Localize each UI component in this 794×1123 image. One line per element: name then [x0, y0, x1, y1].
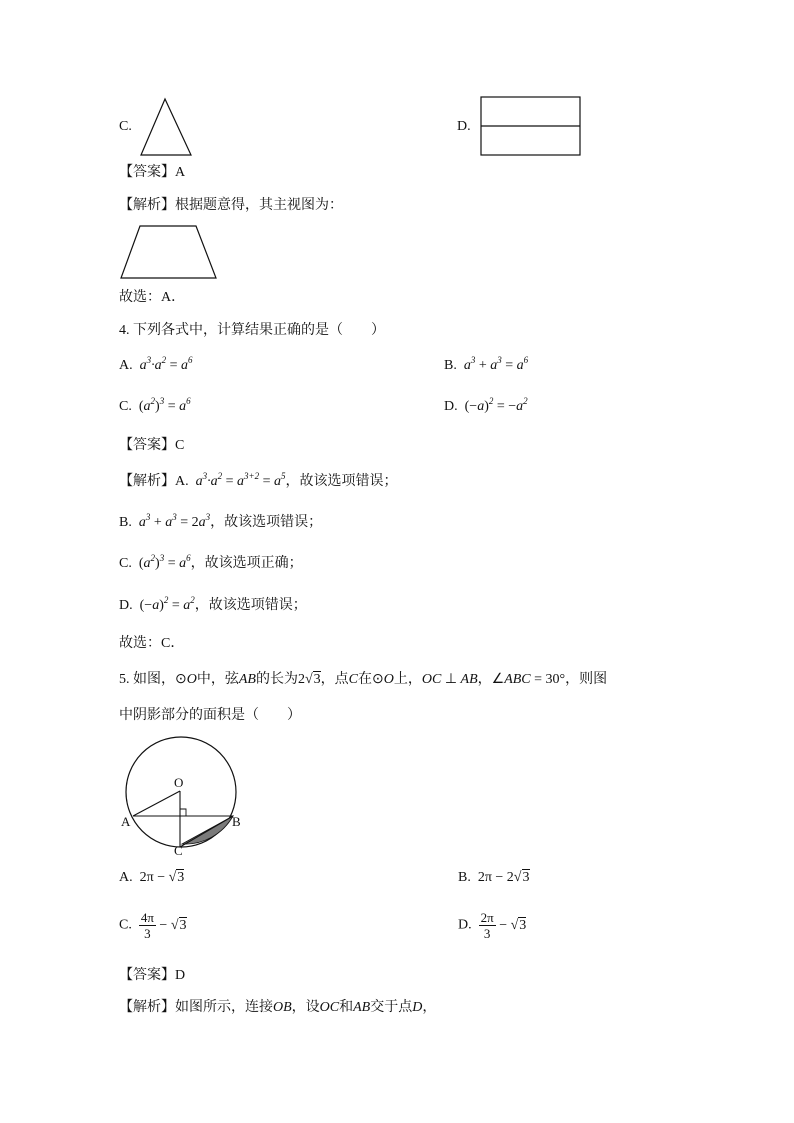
- figure-label-o: O: [174, 775, 184, 790]
- q5-stem-part: ，则图: [565, 672, 608, 687]
- q4-option-d-label: D.: [444, 399, 458, 414]
- q5-option-d: [458, 910, 526, 941]
- q5-stem-part: 在: [358, 672, 372, 687]
- q4-analysis-a-suffix: ，故该选项错误；: [285, 474, 398, 489]
- q4-option-c: [119, 398, 191, 416]
- q4-analysis-c-label: C.: [119, 556, 132, 571]
- q4-analysis-b-formula: $a^3 + a^3 = 2a^3$: [138, 512, 211, 530]
- q4-analysis-d-formula: $(-a)^2 = a^2$: [139, 595, 195, 613]
- q5-stem-part: ，: [477, 672, 492, 687]
- trapezoid-figure: [119, 224, 219, 280]
- q4-analysis-d-label: D.: [119, 598, 133, 613]
- triangle-figure: [139, 97, 195, 157]
- circle-chord-figure: [116, 734, 246, 859]
- q4-analysis-c-suffix: ，故该选项正确；: [190, 556, 303, 571]
- q4-analysis-c: [119, 555, 303, 573]
- circle-symbol: ⊙: [175, 672, 187, 687]
- q5-stem-part: 的长为: [255, 672, 298, 687]
- q3-option-d-label: D.: [457, 119, 471, 134]
- q5-analysis-part: 交于点: [370, 1000, 413, 1015]
- q3-conclusion: 故选：A．: [119, 290, 186, 305]
- q5-answer: 【答案】D: [119, 968, 186, 983]
- q4-analysis-a-formula: $a^3\cdot a^2 = a^{3+2} = a^5$: [195, 471, 286, 489]
- q5-option-c-label: C.: [119, 917, 132, 933]
- q5-option-c-formula: $\frac{4\pi}{3}$ − √3: [140, 910, 187, 941]
- q5-option-a-formula: 2π − √3: [139, 870, 185, 885]
- q4-option-a: [119, 357, 193, 375]
- q5-analysis-part: 【解析】如图所示，连接: [119, 1000, 273, 1015]
- q5-analysis-part: ，: [422, 1000, 437, 1015]
- q4-analysis-d-suffix: ，故该选项错误；: [194, 598, 307, 613]
- q4-option-d: [444, 398, 528, 416]
- q4-option-c-label: C.: [119, 399, 132, 414]
- q4-option-a-formula: $a^3\cdot a^2 = a^6$: [139, 355, 193, 373]
- q5-chord-length: 2√3: [297, 672, 321, 687]
- q4-analysis-prefix: 【解析】A.: [119, 474, 189, 489]
- q5-analysis-part: 和: [339, 1000, 354, 1015]
- q5-stem-line2: 中阴影部分的面积是（ ）: [119, 708, 301, 723]
- figure-label-c: C: [174, 843, 183, 858]
- q5-option-b-label: B.: [458, 870, 471, 885]
- q4-option-b-formula: $a^3 + a^3 = a^6$: [463, 355, 529, 373]
- q4-analysis-b-label: B.: [119, 515, 132, 530]
- q5-option-c: [119, 910, 187, 941]
- q5-option-a: [119, 869, 184, 887]
- q3-option-c-label: C.: [119, 119, 132, 134]
- q5-option-a-label: A.: [119, 870, 133, 885]
- q4-analysis-b: [119, 514, 322, 532]
- q4-analysis-d: [119, 597, 307, 615]
- q5-stem-part: 上，: [393, 672, 422, 687]
- q5-stem-line1: 5. 如图，⊙O中，弦AB的长为2√3，点C在⊙O上，OC ⊥ AB，∠ABC = 30°，则图: [119, 672, 608, 687]
- q5-stem-part: 中，弦: [196, 672, 239, 687]
- q5-analysis: 【解析】如图所示，连接OB，设OC和AB交于点D，: [119, 1000, 437, 1015]
- q5-stem-part: ，点: [320, 672, 349, 687]
- q5-option-b-formula: 2π − 2√3: [477, 870, 530, 885]
- q3-analysis: 【解析】根据题意得，其主视图为：: [119, 198, 343, 213]
- q4-option-b-label: B.: [444, 358, 457, 373]
- q5-stem-part: 5. 如图，: [119, 672, 175, 687]
- q5-analysis-part: ，设: [291, 1000, 320, 1015]
- q4-option-c-formula: $(a^2)^3 = a^6$: [138, 396, 191, 414]
- q5-option-b: [458, 869, 530, 887]
- q4-analysis-a: [119, 473, 398, 491]
- q5-option-d-label: D.: [458, 917, 472, 933]
- stacked-rectangles-figure: [480, 96, 582, 158]
- figure-label-b: B: [232, 814, 241, 829]
- q4-conclusion: 故选：C．: [119, 636, 185, 651]
- q4-option-b: [444, 357, 528, 375]
- q4-answer: 【答案】C: [119, 438, 185, 453]
- q4-analysis-b-suffix: ，故该选项错误；: [210, 515, 323, 530]
- q4-option-d-formula: $(-a)^2 = -a^2$: [464, 396, 528, 414]
- q3-answer: 【答案】A: [119, 165, 186, 180]
- q4-stem: 4. 下列各式中，计算结果正确的是（ ）: [119, 323, 385, 338]
- q4-option-a-label: A.: [119, 358, 133, 373]
- q4-analysis-c-formula: $(a^2)^3 = a^6$: [138, 553, 191, 571]
- figure-label-a: A: [121, 814, 131, 829]
- q5-option-d-formula: $\frac{2\pi}{3}$ − √3: [480, 910, 527, 941]
